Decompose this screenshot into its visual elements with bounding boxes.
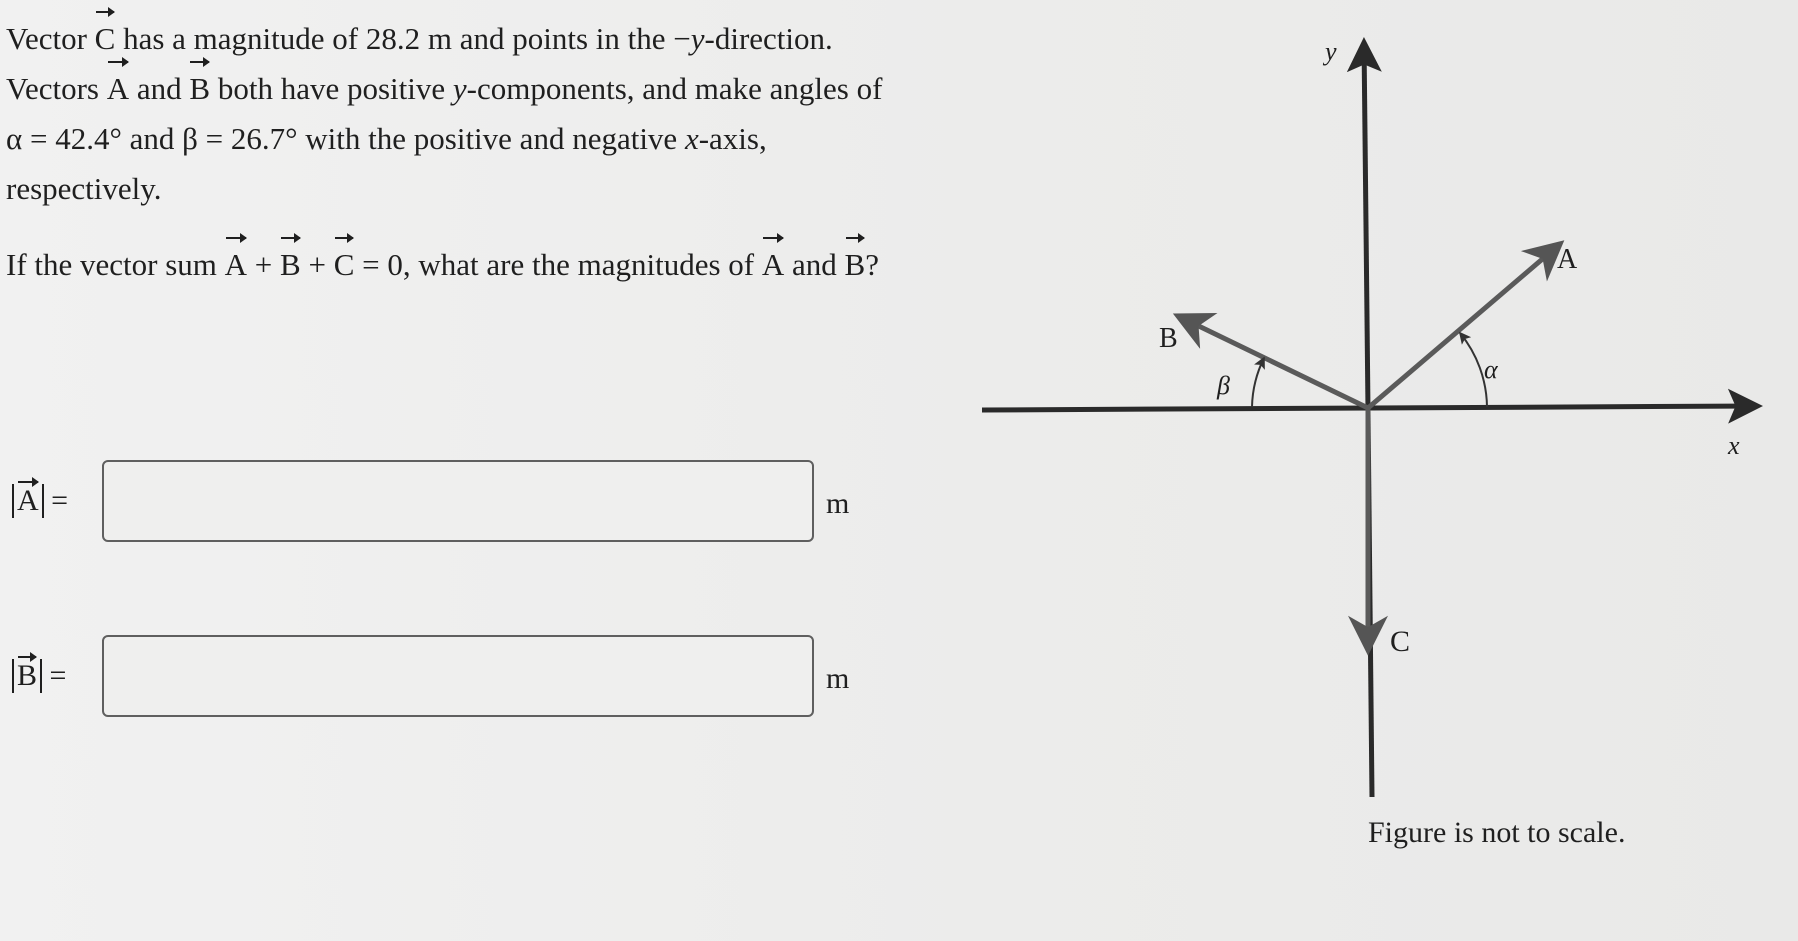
vector-a-arrow <box>1368 244 1560 408</box>
intro-text: -components, and make angles of α = 42.4° and β = 26.7° with the positive and negative <box>6 71 883 156</box>
figure-caption: Figure is not to scale. <box>1368 816 1626 849</box>
vector-b-label: B <box>1159 323 1178 354</box>
intro-text: -axis, respectively. <box>6 121 767 206</box>
equals-sign: = <box>43 484 69 517</box>
intro-y-variable: y <box>690 21 705 56</box>
vector-a-symbol: A <box>107 64 129 114</box>
intro-text: Vector <box>6 21 95 56</box>
beta-label: β <box>1217 371 1230 400</box>
vector-b-arrow <box>1178 316 1368 408</box>
intro-text: and <box>129 71 190 106</box>
question-text: If the vector sum <box>6 247 225 282</box>
vector-c-label: C <box>1390 625 1411 658</box>
intro-x-variable: x <box>684 121 699 156</box>
vector-c-symbol: C <box>95 14 116 64</box>
question-text: + <box>300 247 334 282</box>
y-axis-label: y <box>1325 37 1337 66</box>
vector-a-symbol: A <box>225 240 247 290</box>
alpha-label: α <box>1484 355 1498 384</box>
question-text: + <box>247 247 281 282</box>
vector-b-symbol: B <box>17 659 38 692</box>
vector-b-symbol: B <box>189 64 210 114</box>
question-text: and <box>784 247 845 282</box>
vector-c-symbol: C <box>334 240 355 290</box>
beta-angle-arc <box>1252 358 1264 407</box>
vector-a-symbol: A <box>17 484 39 517</box>
equals-sign: = <box>42 659 67 692</box>
intro-text: -direction. Vectors <box>6 21 833 106</box>
vector-a-symbol: A <box>762 240 784 290</box>
y-axis <box>1364 42 1368 410</box>
question-text: = 0, what are the magnitudes of <box>354 247 762 282</box>
vector-b-symbol: B <box>845 240 866 290</box>
vector-b-symbol: B <box>280 240 301 290</box>
unit-a-label: m <box>826 487 850 520</box>
intro-y-variable: y <box>452 71 467 106</box>
question-text: ? <box>865 247 879 282</box>
alpha-angle-arc <box>1460 333 1487 407</box>
intro-text: has a magnitude of 28.2 m and points in the − <box>115 21 691 56</box>
vector-a-label: A <box>1557 244 1578 275</box>
unit-b-label: m <box>826 662 850 695</box>
x-axis-label: x <box>1728 431 1740 460</box>
intro-text: both have positive <box>210 71 453 106</box>
